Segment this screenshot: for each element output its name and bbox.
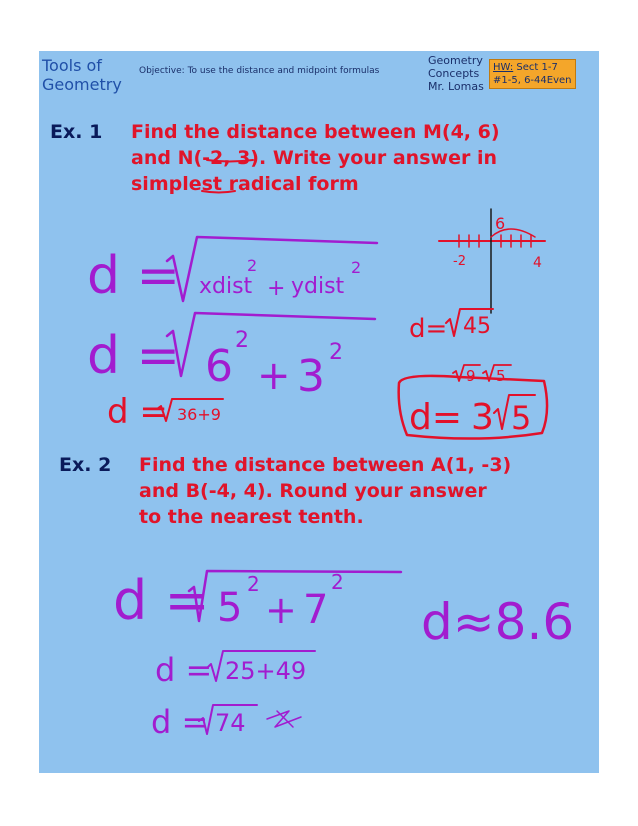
brand-line-1: Tools of [42, 56, 102, 75]
answer-five: 5 [511, 399, 532, 437]
example-1-line-2: and N(-2, 3). Write your answer in [131, 147, 497, 169]
number-line-neg-two: -2 [453, 254, 466, 269]
example-1-line-3: simplest radical form [131, 173, 359, 195]
ex2-25-plus-49: 25+49 [225, 657, 307, 685]
ex2-exp-2: 2 [331, 570, 344, 594]
ex1-exp-1: 2 [247, 256, 258, 275]
course-line-3: Mr. Lomas [428, 80, 484, 93]
side-sqrt-9: 9 [466, 367, 476, 385]
homework-section: Sect 1-7 [516, 62, 558, 73]
underline-mark [207, 160, 253, 162]
brand-line-2: Geometry [42, 75, 122, 94]
number-line-six: 6 [495, 214, 506, 233]
course-line-2: Concepts [428, 67, 480, 80]
ex1-exp-4: 2 [329, 340, 343, 365]
ex2-d-equals-2: d = [155, 651, 213, 689]
example-1-line-1: Find the distance between M(4, 6) [131, 121, 500, 143]
ex1-exp-3: 2 [235, 328, 249, 353]
ex1-d-equals-2: d = [87, 326, 181, 386]
underline-mark [202, 191, 235, 193]
scribble-mark [267, 711, 301, 727]
homework-label: HW: [493, 62, 514, 73]
answer-three: 3 [471, 397, 494, 438]
side-sqrt-5: 5 [496, 367, 506, 385]
example-2-line-2: and B(-4, 4). Round your answer [139, 480, 487, 502]
ex1-36-plus-9: 36+9 [177, 405, 221, 424]
slide [39, 51, 599, 773]
ex1-six: 6 [205, 341, 233, 392]
answer-d-equals: d= [409, 397, 463, 438]
example-2-label: Ex. 2 [59, 454, 112, 476]
number-line-four: 4 [533, 255, 542, 271]
ex1-plus-2: + [257, 353, 291, 399]
example-1-label: Ex. 1 [50, 121, 103, 143]
ex1-xdist: xdist [199, 274, 253, 299]
ex1-ydist: ydist [291, 274, 345, 299]
ex2-plus: + [265, 588, 297, 632]
ex1-d-equals-3: d = [107, 392, 168, 432]
objective-text: Objective: To use the distance and midpoint formulas [139, 66, 380, 76]
ex2-five: 5 [217, 585, 243, 631]
ex2-answer: d≈8.6 [421, 593, 575, 651]
ex1-three: 3 [297, 351, 325, 402]
handwriting-layer [39, 51, 599, 773]
ex2-74: 74 [215, 709, 246, 737]
course-line-1: Geometry [428, 54, 483, 67]
example-2-line-1: Find the distance between A(1, -3) [139, 454, 512, 476]
ex2-seven: 7 [303, 587, 329, 633]
homework-problems: #1-5, 6-44Even [493, 75, 572, 86]
example-2-line-3: to the nearest tenth. [139, 506, 364, 528]
ex2-exp-1: 2 [247, 572, 260, 596]
ex1-d-equals: d = [87, 246, 181, 306]
side-45: 45 [463, 314, 491, 339]
ex2-d-equals: d = [113, 569, 210, 632]
ex2-d-equals-3: d = [151, 703, 209, 741]
side-d-equals: d= [409, 314, 448, 344]
ex1-plus-1: + [267, 276, 286, 301]
ex1-exp-2: 2 [351, 258, 362, 277]
